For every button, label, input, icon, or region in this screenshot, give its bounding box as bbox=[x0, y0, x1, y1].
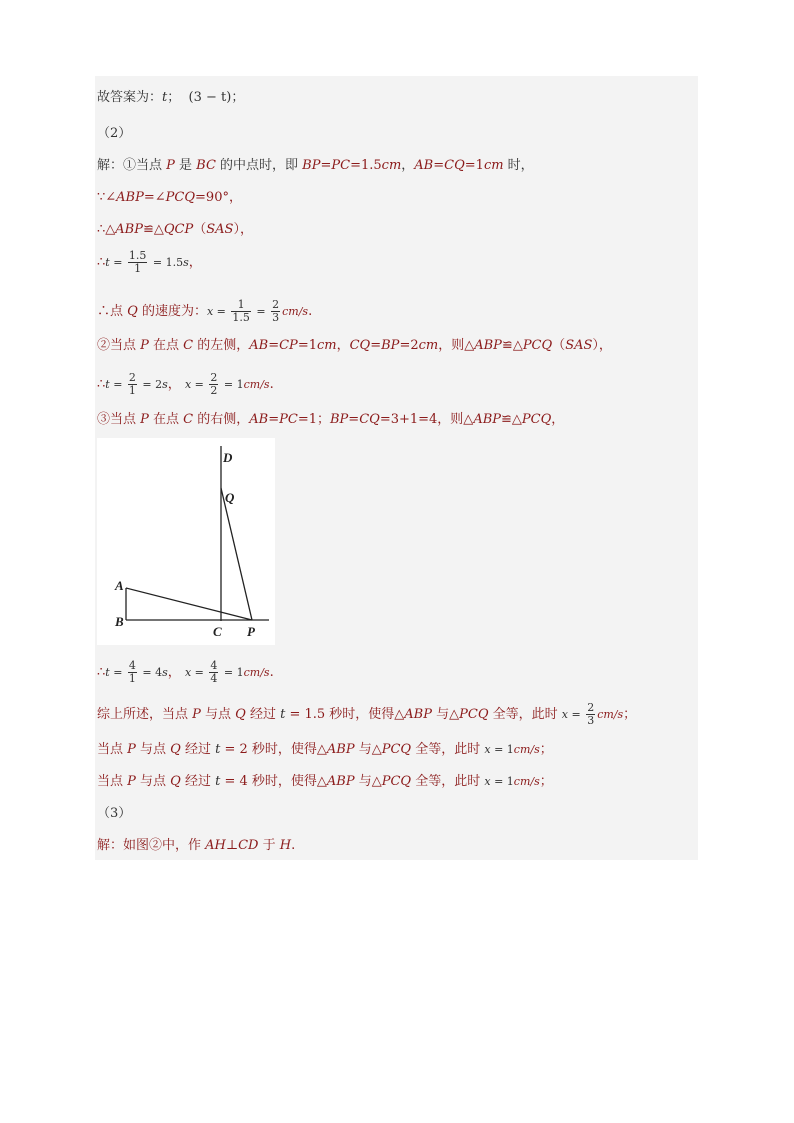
fraction bbox=[209, 660, 218, 685]
text: PC bbox=[331, 158, 351, 173]
text: BP bbox=[329, 412, 349, 427]
numerator: 1 bbox=[231, 299, 251, 312]
text: x bbox=[484, 743, 491, 756]
text: s bbox=[162, 378, 168, 391]
text: =2 bbox=[399, 338, 419, 353]
text: 与点 bbox=[200, 707, 236, 722]
text: QCP bbox=[163, 222, 194, 237]
text: 解：如图②中，作 bbox=[97, 838, 206, 853]
text: =1 bbox=[464, 158, 484, 173]
text: = 4 秒时，使得△ bbox=[220, 774, 327, 789]
text: = 4 bbox=[138, 666, 163, 679]
text: 与△ bbox=[354, 742, 382, 757]
text: BP bbox=[302, 158, 321, 173]
summary-line-3 bbox=[97, 774, 553, 790]
text: 全等，此时 bbox=[488, 707, 562, 722]
text: ∵∠ bbox=[97, 190, 117, 205]
text: ABP bbox=[116, 190, 144, 205]
text: ABP bbox=[474, 338, 502, 353]
text: = 2 bbox=[138, 378, 163, 391]
text: BP bbox=[381, 338, 400, 353]
summary-line-1 bbox=[97, 702, 636, 727]
text: cm/s bbox=[513, 743, 540, 756]
text: =1 bbox=[297, 338, 317, 353]
text: = bbox=[109, 256, 126, 269]
text: 的左侧， bbox=[193, 338, 250, 353]
text: 的速度为： bbox=[137, 304, 207, 319]
text: ≌△ bbox=[142, 222, 164, 237]
text: x bbox=[561, 708, 568, 721]
text: cm/s bbox=[243, 666, 270, 679]
text: ； bbox=[231, 90, 245, 105]
text: =1.5 bbox=[350, 158, 382, 173]
text: t bbox=[105, 256, 110, 269]
text: ③当点 bbox=[97, 412, 141, 427]
label-a: A bbox=[115, 578, 124, 593]
figure-background bbox=[97, 438, 275, 645]
text: Q bbox=[127, 304, 138, 319]
text: 解：①当点 bbox=[97, 158, 167, 173]
text: t bbox=[280, 707, 286, 722]
text: CD bbox=[238, 838, 259, 853]
text: P bbox=[140, 412, 149, 427]
text: 的中点时，即 bbox=[215, 158, 303, 173]
text: = bbox=[213, 305, 230, 318]
text: cm/s bbox=[282, 305, 309, 318]
numerator: 1.5 bbox=[128, 249, 147, 262]
text: = bbox=[320, 158, 332, 173]
text: x bbox=[184, 666, 192, 679]
text: CQ bbox=[359, 412, 380, 427]
text: = 2 秒时，使得△ bbox=[220, 742, 327, 757]
text: （3） bbox=[97, 806, 132, 821]
text: ABP bbox=[473, 412, 502, 427]
text: . bbox=[269, 665, 274, 680]
time-line-1 bbox=[97, 250, 202, 275]
text: AB bbox=[249, 412, 269, 427]
text: 综上所述，当点 bbox=[97, 707, 193, 722]
congruence-line-1 bbox=[97, 222, 253, 238]
text: ≌△ bbox=[501, 338, 523, 353]
text: 经过 bbox=[245, 707, 281, 722]
text: =1； bbox=[297, 412, 330, 427]
answer-line bbox=[97, 90, 244, 106]
numerator: 2 bbox=[587, 701, 595, 714]
text: 当点 bbox=[97, 742, 128, 757]
fraction bbox=[128, 372, 137, 397]
text: (3 − t) bbox=[188, 90, 232, 105]
text: ， bbox=[167, 377, 181, 392]
denominator: 1 bbox=[128, 384, 136, 397]
text: （ bbox=[193, 222, 207, 237]
text: ， bbox=[551, 412, 565, 427]
text: cm bbox=[483, 158, 504, 173]
text: Q bbox=[170, 774, 181, 789]
label-b: B bbox=[115, 614, 124, 629]
text: s bbox=[183, 256, 189, 269]
text: SAS bbox=[206, 222, 234, 237]
text: ， bbox=[167, 665, 181, 680]
text: P bbox=[166, 158, 175, 173]
fraction bbox=[128, 660, 137, 685]
text: cm/s bbox=[597, 708, 624, 721]
text: BC bbox=[196, 158, 216, 173]
text: CP bbox=[279, 338, 298, 353]
text: ∴ bbox=[97, 255, 106, 270]
text: ABP bbox=[326, 742, 355, 757]
label-q: Q bbox=[225, 490, 235, 505]
text: ； bbox=[623, 707, 637, 722]
text: （ bbox=[552, 338, 566, 353]
text: = 1.5 秒时，使得△ bbox=[285, 707, 405, 722]
text: cm bbox=[418, 338, 439, 353]
text: =90°， bbox=[195, 190, 242, 205]
text: t bbox=[215, 742, 221, 757]
text: = bbox=[109, 666, 126, 679]
text: = bbox=[268, 338, 280, 353]
text: ②当点 bbox=[97, 338, 141, 353]
text: CQ bbox=[444, 158, 465, 173]
text: AB bbox=[249, 338, 269, 353]
part-2-heading bbox=[97, 126, 131, 142]
text: Q bbox=[170, 742, 181, 757]
case-1-line bbox=[97, 158, 534, 174]
text: P bbox=[127, 742, 136, 757]
time-speed-line-2 bbox=[97, 372, 274, 397]
text: = 1 bbox=[220, 666, 244, 679]
text: 与△ bbox=[432, 707, 460, 722]
text: . bbox=[269, 377, 274, 392]
text: 在点 bbox=[148, 338, 184, 353]
numerator: 2 bbox=[272, 298, 280, 311]
text: = 1 bbox=[490, 775, 514, 788]
text: 故答案为： bbox=[97, 90, 163, 105]
text: ，则△ bbox=[438, 338, 475, 353]
text: CQ bbox=[349, 338, 371, 353]
text: PCQ bbox=[381, 774, 412, 789]
time-speed-line-3 bbox=[97, 660, 274, 685]
text: ∴点 bbox=[97, 304, 128, 319]
text: = bbox=[252, 305, 270, 318]
denominator: 1.5 bbox=[232, 311, 250, 324]
text: ABP bbox=[115, 222, 143, 237]
text: 经过 bbox=[180, 774, 216, 789]
text: ， bbox=[188, 255, 202, 270]
text: 经过 bbox=[180, 742, 216, 757]
text: x bbox=[184, 378, 192, 391]
text: ）， bbox=[592, 338, 612, 353]
text: = bbox=[348, 412, 360, 427]
text: = bbox=[433, 158, 445, 173]
text: ≌△ bbox=[501, 412, 522, 427]
fraction bbox=[128, 250, 148, 275]
text: 时， bbox=[503, 158, 534, 173]
text: P bbox=[140, 338, 149, 353]
text: Q bbox=[235, 707, 246, 722]
text: = bbox=[370, 338, 382, 353]
label-p: P bbox=[247, 624, 255, 639]
label-c: C bbox=[213, 624, 222, 639]
text: 全等，此时 bbox=[411, 774, 485, 789]
text: 是 bbox=[174, 158, 197, 173]
text: ； bbox=[167, 90, 181, 105]
text: H bbox=[279, 838, 292, 853]
text: PCQ bbox=[521, 412, 552, 427]
speed-line-1 bbox=[97, 299, 312, 324]
text: AB bbox=[414, 158, 434, 173]
text: t bbox=[215, 774, 221, 789]
text: ABP bbox=[404, 707, 432, 722]
text: PCQ bbox=[165, 190, 196, 205]
text: C bbox=[183, 338, 194, 353]
text: =∠ bbox=[143, 190, 166, 205]
text: x bbox=[484, 775, 491, 788]
text: P bbox=[192, 707, 201, 722]
text: ， bbox=[336, 338, 350, 353]
numerator: 2 bbox=[210, 371, 218, 384]
text: ⊥ bbox=[225, 838, 239, 853]
text: ）， bbox=[233, 222, 253, 237]
denominator: 3 bbox=[587, 714, 595, 727]
text: （2） bbox=[97, 126, 132, 141]
denominator: 2 bbox=[210, 384, 218, 397]
text: s bbox=[162, 666, 168, 679]
text: = bbox=[268, 412, 280, 427]
text: AH bbox=[205, 838, 226, 853]
text: = 1.5 bbox=[149, 256, 184, 269]
text: 与点 bbox=[135, 742, 171, 757]
fraction bbox=[586, 702, 595, 727]
fraction bbox=[209, 372, 218, 397]
part-3-solution-line bbox=[97, 838, 295, 854]
label-d: D bbox=[223, 450, 233, 465]
text: 与点 bbox=[135, 774, 171, 789]
text: 的右侧， bbox=[193, 412, 250, 427]
text: 与△ bbox=[354, 774, 382, 789]
text: ABP bbox=[326, 774, 355, 789]
fraction bbox=[271, 299, 280, 324]
text: t bbox=[162, 90, 168, 105]
text: t bbox=[105, 378, 110, 391]
text: = bbox=[191, 666, 208, 679]
case-2-line bbox=[97, 338, 612, 354]
text: P bbox=[127, 774, 136, 789]
text: PCQ bbox=[381, 742, 412, 757]
text: PCQ bbox=[459, 707, 489, 722]
text: ∴△ bbox=[97, 222, 116, 237]
fraction bbox=[231, 299, 251, 324]
text: = bbox=[191, 378, 208, 391]
geometry-figure bbox=[97, 438, 275, 645]
text: SAS bbox=[565, 338, 593, 353]
text: cm/s bbox=[243, 378, 270, 391]
text: ； bbox=[539, 774, 553, 789]
text: cm/s bbox=[513, 775, 540, 788]
numerator: 4 bbox=[210, 659, 218, 672]
text: = bbox=[567, 708, 585, 721]
text: cm bbox=[316, 338, 337, 353]
case-3-line bbox=[97, 412, 564, 428]
text: PCQ bbox=[522, 338, 553, 353]
text: ； bbox=[539, 742, 553, 757]
text: 于 bbox=[258, 838, 280, 853]
text: 当点 bbox=[97, 774, 128, 789]
text: ∴ bbox=[97, 377, 106, 392]
text: = 1 bbox=[220, 378, 244, 391]
text: cm bbox=[381, 158, 402, 173]
text: C bbox=[183, 412, 194, 427]
numerator: 2 bbox=[128, 371, 136, 384]
text: PC bbox=[279, 412, 298, 427]
text: = bbox=[109, 378, 126, 391]
summary-line-2 bbox=[97, 742, 553, 758]
text: ， bbox=[401, 158, 415, 173]
denominator: 3 bbox=[272, 311, 280, 324]
denominator: 1 bbox=[134, 262, 142, 275]
numerator: 4 bbox=[128, 659, 136, 672]
text: =3+1=4，则△ bbox=[379, 412, 474, 427]
denominator: 1 bbox=[128, 672, 136, 685]
text: ∴ bbox=[97, 665, 106, 680]
part-3-heading bbox=[97, 806, 131, 822]
text: x bbox=[206, 305, 214, 318]
angle-line bbox=[97, 190, 242, 206]
text: t bbox=[105, 666, 110, 679]
text: 在点 bbox=[148, 412, 184, 427]
text: 全等，此时 bbox=[411, 742, 485, 757]
denominator: 4 bbox=[210, 672, 218, 685]
text: . bbox=[291, 838, 296, 853]
text: = 1 bbox=[490, 743, 514, 756]
text: . bbox=[308, 304, 313, 319]
